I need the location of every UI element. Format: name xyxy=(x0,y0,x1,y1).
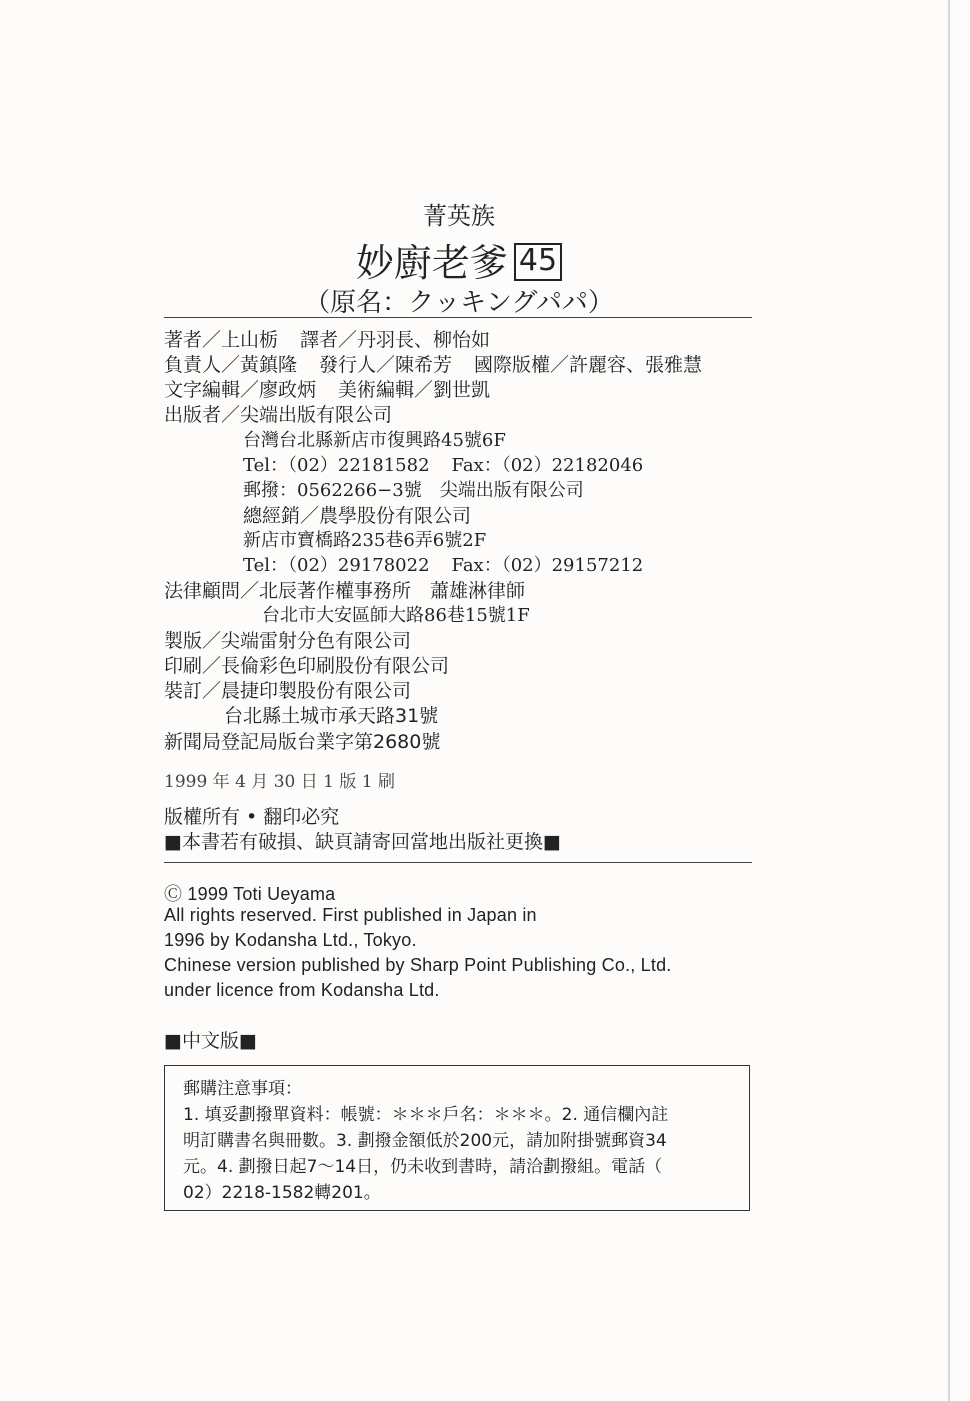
distributor-line: 總經銷／農學股份有限公司 xyxy=(243,505,472,527)
divider-top xyxy=(164,317,752,318)
damage-notice: ■本書若有破損、缺頁請寄回當地出版社更換■ xyxy=(164,831,561,853)
issuer-line: 發行人／陳希芳 xyxy=(319,354,453,376)
mail-order-line-3: 元。4. 劃撥日起7～14日，仍未收到書時，請洽劃撥組。電話（ xyxy=(183,1157,663,1177)
credit-editors xyxy=(164,378,490,402)
postal-account: 郵撥：0562266−3號 尖端出版有限公司 xyxy=(243,480,584,501)
edition-line: 1999 年 4 月 30 日 1 版 1 刷 xyxy=(164,772,395,792)
legal-address: 台北市大安區師大路86巷15號1F xyxy=(262,605,530,626)
english-copyright: Ⓒ 1999 Toti Ueyama xyxy=(164,884,336,904)
english-chinese-version: Chinese version published by Sharp Point Publishing Co., Ltd. xyxy=(164,955,672,975)
mail-order-line-4: 02）2218-1582轉201。 xyxy=(183,1183,381,1203)
publisher-tel: Tel：（02）22181582 xyxy=(243,455,430,476)
author-line: 著者／上山栃 xyxy=(164,329,279,351)
mail-order-box xyxy=(164,1065,750,1211)
original-title: （原名：クッキングパパ） xyxy=(304,288,614,318)
binding-address: 台北縣土城市承天路31號 xyxy=(224,705,439,727)
credit-management xyxy=(164,353,702,377)
publisher-address: 台灣台北縣新店市復興路45號6F xyxy=(243,430,506,451)
publisher-line: 出版者／尖端出版有限公司 xyxy=(164,404,393,426)
mail-order-line-1: 1. 填妥劃撥單資料：帳號：＊＊＊戶名：＊＊＊。2. 通信欄內註 xyxy=(183,1105,669,1125)
page-gutter-line xyxy=(948,0,950,1401)
printing-line: 印刷／長倫彩色印刷股份有限公司 xyxy=(164,655,450,677)
art-editor-line: 美術編輯／劉世凱 xyxy=(338,379,491,401)
book-title: 妙廚老爹 xyxy=(355,241,508,285)
publisher-contact xyxy=(243,454,643,478)
mail-order-notice xyxy=(183,1076,739,1206)
distributor-fax: Fax：（02）29157212 xyxy=(451,555,644,576)
english-licence: under licence from Kodansha Ltd. xyxy=(164,980,440,1000)
credit-author-translator xyxy=(164,328,490,352)
copyright-notice: 版權所有 • 翻印必究 xyxy=(164,806,340,828)
distributor-tel: Tel：（02）29178022 xyxy=(243,555,430,576)
english-rights: All rights reserved. First published in Japan in xyxy=(164,905,537,925)
distributor-contact xyxy=(243,554,643,578)
mail-order-line-2: 明訂購書名與冊數。3. 劃撥金額低於200元，請加附掛號郵資34 xyxy=(183,1131,667,1151)
responsible-line: 負責人／黃鎮隆 xyxy=(164,354,298,376)
plate-line: 製版／尖端雷射分色有限公司 xyxy=(164,630,412,652)
chinese-edition-label: ■中文版■ xyxy=(164,1030,257,1052)
divider-middle xyxy=(164,862,752,863)
translator-line: 譯者／丹羽長、柳怡如 xyxy=(300,329,491,351)
distributor-address: 新店市寶橋路235巷6弄6號2F xyxy=(243,530,487,551)
rights-line: 國際版權／許麗容、張雅慧 xyxy=(474,354,703,376)
mail-order-heading: 郵購注意事項： xyxy=(183,1079,302,1099)
book-title-row xyxy=(0,232,918,287)
volume-number: 45 xyxy=(514,243,562,281)
series-name: 菁英族 xyxy=(423,202,495,230)
english-first-published: 1996 by Kodansha Ltd., Tokyo. xyxy=(164,930,417,950)
binding-line: 裝訂／晨捷印製股份有限公司 xyxy=(164,680,412,702)
text-editor-line: 文字編輯／廖政炳 xyxy=(164,379,317,401)
publisher-fax: Fax：（02）22182046 xyxy=(451,455,644,476)
legal-line: 法律顧問／北辰著作權事務所 蕭雄淋律師 xyxy=(164,580,526,602)
registration-line: 新聞局登記局版台業字第2680號 xyxy=(164,731,441,753)
